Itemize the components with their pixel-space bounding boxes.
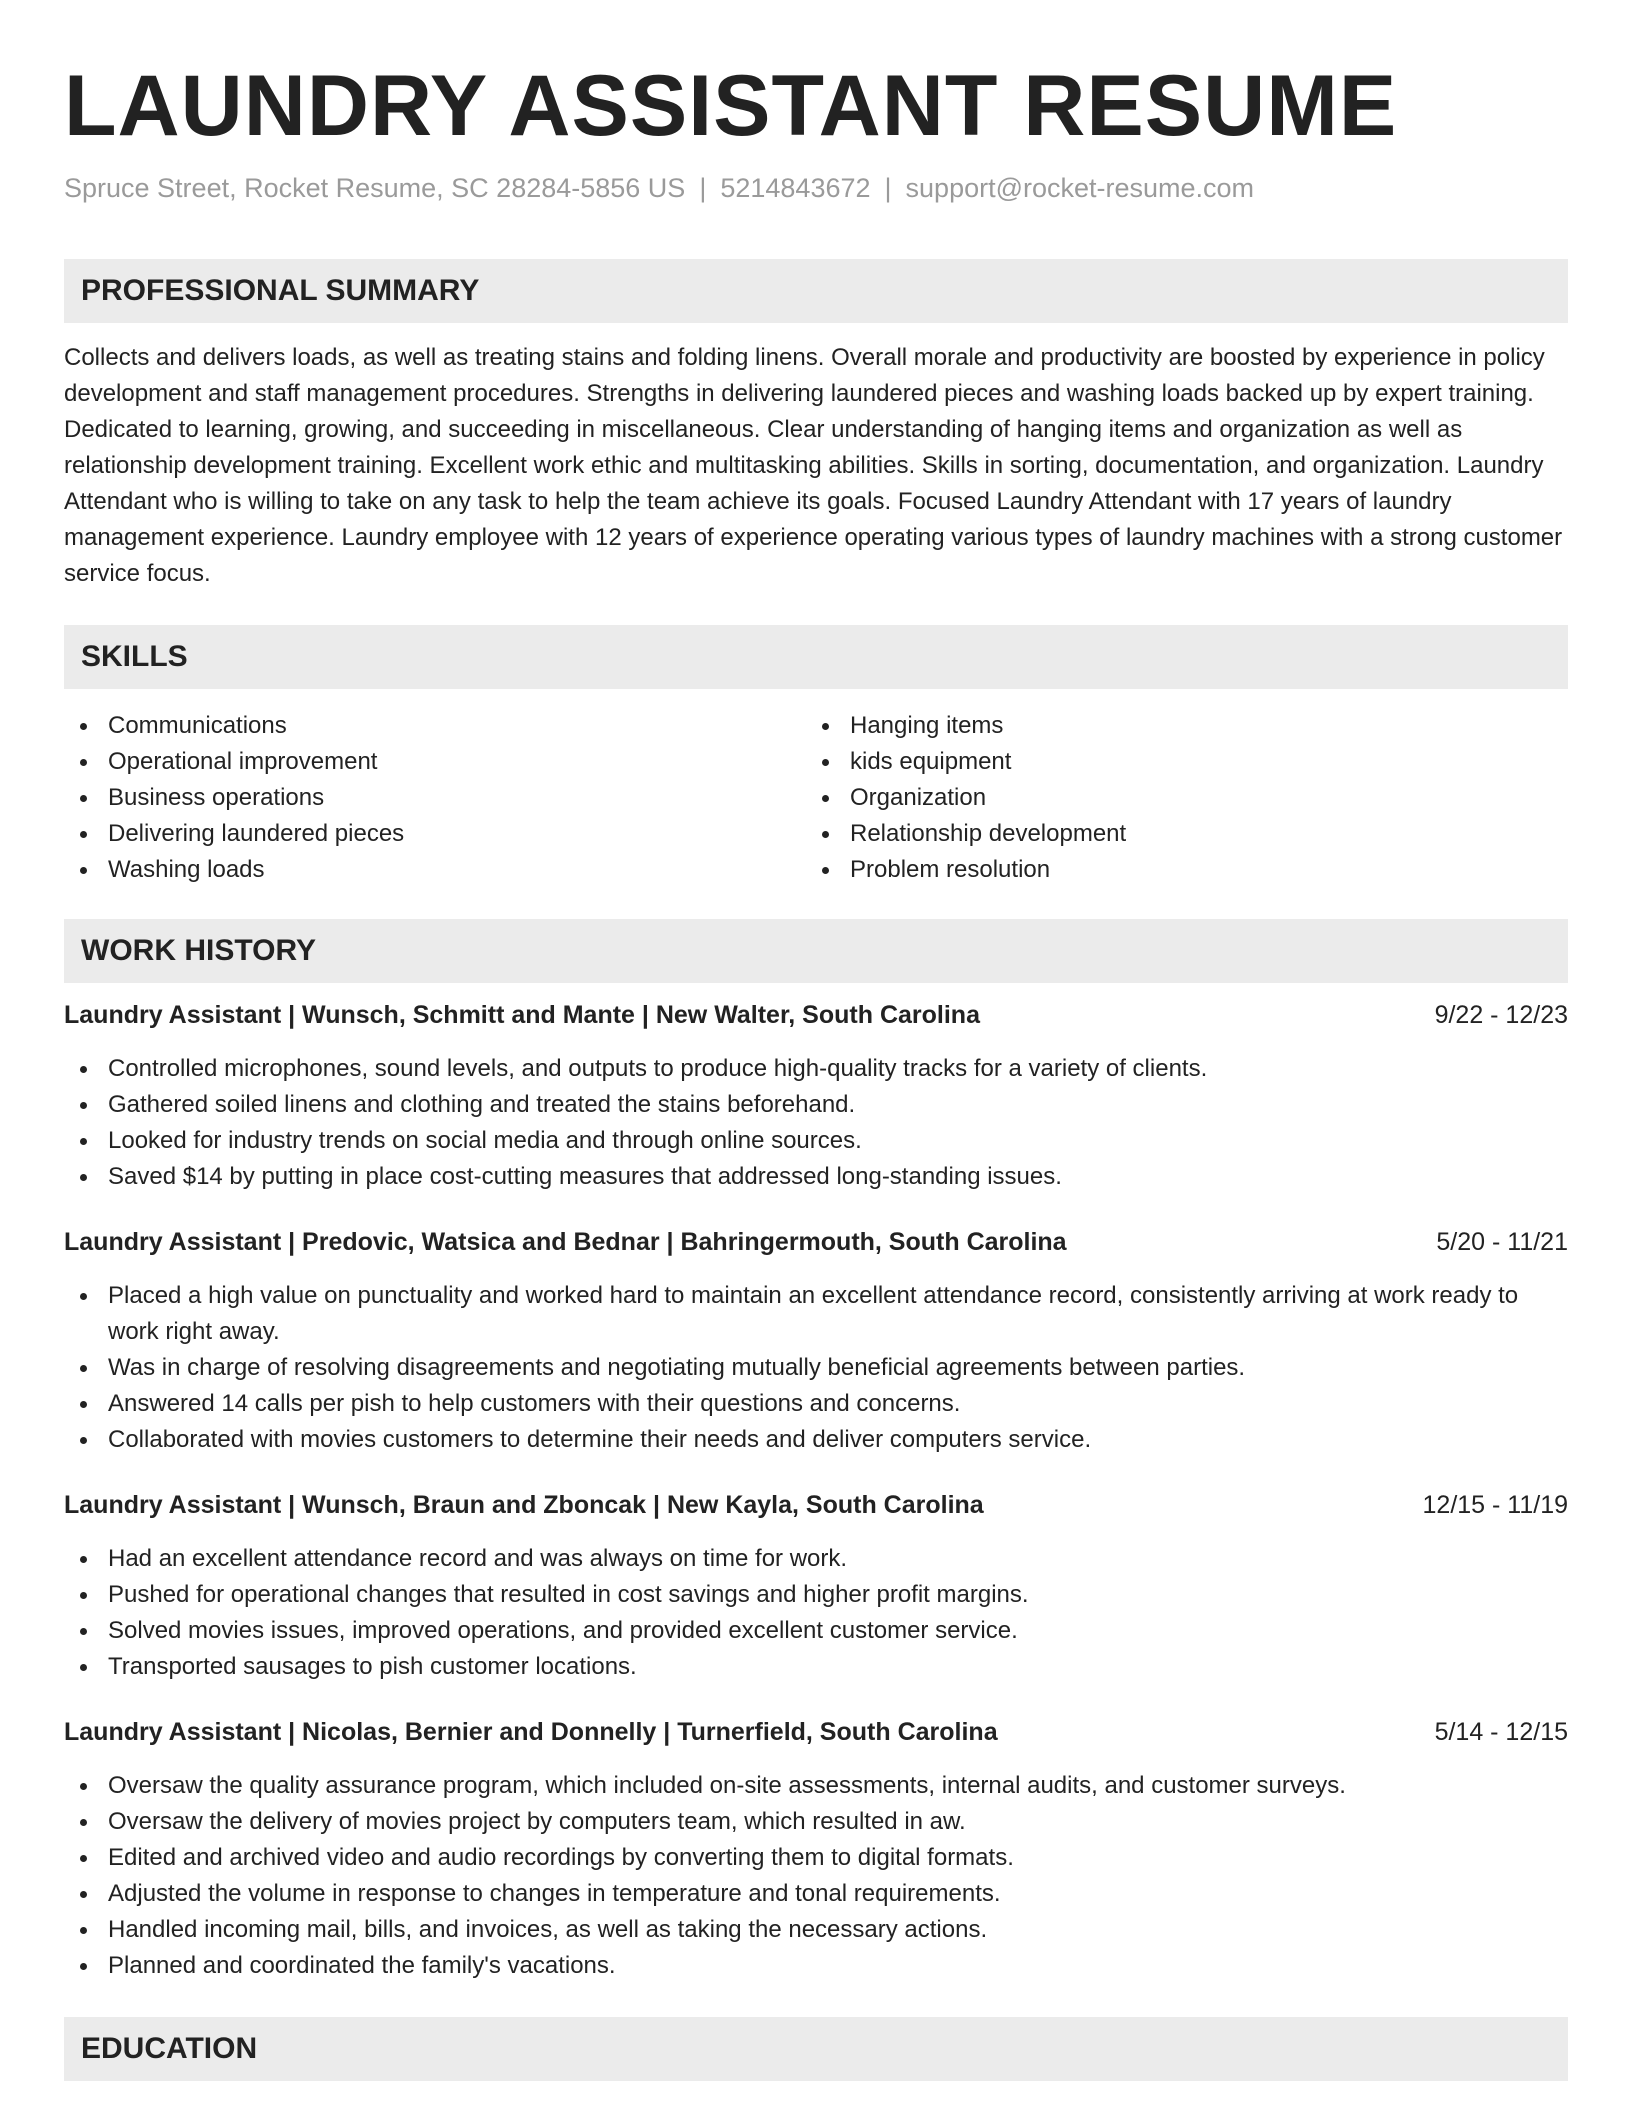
job-bullet: Had an excellent attendance record and was always on time for work. <box>64 1541 1568 1577</box>
education-heading: EDUCATION <box>64 2017 1568 2081</box>
contact-phone: 5214843672 <box>720 173 871 203</box>
job-entry <box>64 1224 1568 1458</box>
contact-email[interactable]: support@rocket-resume.com <box>905 173 1255 203</box>
job-bullet: Edited and archived video and audio recordings by converting them to digital formats. <box>64 1840 1568 1876</box>
job-entry <box>64 997 1568 1195</box>
summary-heading: PROFESSIONAL SUMMARY <box>64 259 1568 323</box>
skill-item: Relationship development <box>806 816 1548 852</box>
job-header <box>64 1487 1568 1523</box>
job-bullets <box>64 1768 1568 1984</box>
job-bullet: Controlled microphones, sound levels, and outputs to produce high-quality tracks for a variety of clients. <box>64 1051 1568 1087</box>
job-title: Laundry Assistant | Wunsch, Schmitt and Mante | New Walter, South Carolina <box>64 1001 980 1029</box>
skill-item: Communications <box>64 708 806 744</box>
job-header <box>64 1714 1568 1750</box>
skill-item: Operational improvement <box>64 744 806 780</box>
contact-separator: | <box>884 173 892 203</box>
job-title: Laundry Assistant | Predovic, Watsica and Bednar | Bahringermouth, South Carolina <box>64 1228 1067 1256</box>
job-title: Laundry Assistant | Nicolas, Bernier and Donnelly | Turnerfield, South Carolina <box>64 1718 998 1746</box>
job-bullet: Pushed for operational changes that resulted in cost savings and higher profit margins. <box>64 1577 1568 1613</box>
skill-item: Washing loads <box>64 852 806 888</box>
skills-column-left <box>64 708 806 888</box>
job-title: Laundry Assistant | Wunsch, Braun and Zboncak | New Kayla, South Carolina <box>64 1491 984 1519</box>
job-dates: 5/20 - 11/21 <box>1436 1228 1568 1256</box>
job-bullets <box>64 1278 1568 1458</box>
job-bullet: Was in charge of resolving disagreements and negotiating mutually beneficial agreements between parties. <box>64 1350 1568 1386</box>
skill-item: kids equipment <box>806 744 1548 780</box>
resume-page <box>64 0 1568 2081</box>
job-bullet: Saved $14 by putting in place cost-cutting measures that addressed long-standing issues. <box>64 1159 1568 1195</box>
job-bullet: Gathered soiled linens and clothing and treated the stains beforehand. <box>64 1087 1568 1123</box>
skills-list <box>64 708 1568 888</box>
job-bullet: Answered 14 calls per pish to help customers with their questions and concerns. <box>64 1386 1568 1422</box>
skill-item: Problem resolution <box>806 852 1548 888</box>
job-entry <box>64 1487 1568 1685</box>
job-bullet: Planned and coordinated the family's vacations. <box>64 1948 1568 1984</box>
job-bullet: Placed a high value on punctuality and worked hard to maintain an excellent attendance record, consistently arriving at work ready to work right away. <box>64 1278 1568 1350</box>
job-bullet: Collaborated with movies customers to determine their needs and deliver computers service. <box>64 1422 1568 1458</box>
job-bullets <box>64 1051 1568 1195</box>
contact-line <box>64 170 1568 206</box>
job-header <box>64 997 1568 1033</box>
job-dates: 5/14 - 12/15 <box>1434 1718 1568 1746</box>
job-bullets <box>64 1541 1568 1685</box>
skills-column-right <box>806 708 1548 888</box>
job-bullet: Solved movies issues, improved operations, and provided excellent customer service. <box>64 1613 1568 1649</box>
job-bullet: Adjusted the volume in response to changes in temperature and tonal requirements. <box>64 1876 1568 1912</box>
job-bullet: Transported sausages to pish customer locations. <box>64 1649 1568 1685</box>
skills-heading: SKILLS <box>64 625 1568 689</box>
skill-item: Delivering laundered pieces <box>64 816 806 852</box>
skill-item: Business operations <box>64 780 806 816</box>
job-dates: 9/22 - 12/23 <box>1434 1001 1568 1029</box>
resume-title: LAUNDRY ASSISTANT RESUME <box>64 58 1398 154</box>
job-bullet: Oversaw the delivery of movies project by computers team, which resulted in aw. <box>64 1804 1568 1840</box>
contact-separator: | <box>699 173 707 203</box>
contact-address: Spruce Street, Rocket Resume, SC 28284-5856 US <box>64 173 686 203</box>
job-bullet: Oversaw the quality assurance program, which included on-site assessments, internal audits, and customer surveys. <box>64 1768 1568 1804</box>
skill-item: Organization <box>806 780 1548 816</box>
job-entry <box>64 1714 1568 1984</box>
job-bullet: Handled incoming mail, bills, and invoices, as well as taking the necessary actions. <box>64 1912 1568 1948</box>
summary-text: Collects and delivers loads, as well as treating stains and folding linens. Overall morale and productivity are boosted by experience in policy development and staff management procedures. Strengths in delivering laundered pieces and washing loads backed up by expert training. Dedicated to learning, growing, and succeeding in miscellaneous. Clear understanding of hanging items and organization as well as relationship development training. Excellent work ethic and multitasking abilities. Skills in sorting, documentation, and organization. Laundry Attendant who is willing to take on any task to help the team achieve its goals. Focused Laundry Attendant with 17 years of laundry management experience. Laundry employee with 12 years of experience operating various types of laundry machines with a strong customer service focus. <box>64 344 1563 587</box>
job-bullet: Looked for industry trends on social media and through online sources. <box>64 1123 1568 1159</box>
job-dates: 12/15 - 11/19 <box>1422 1491 1568 1519</box>
work-history-heading: WORK HISTORY <box>64 919 1568 983</box>
job-header <box>64 1224 1568 1260</box>
skill-item: Hanging items <box>806 708 1548 744</box>
